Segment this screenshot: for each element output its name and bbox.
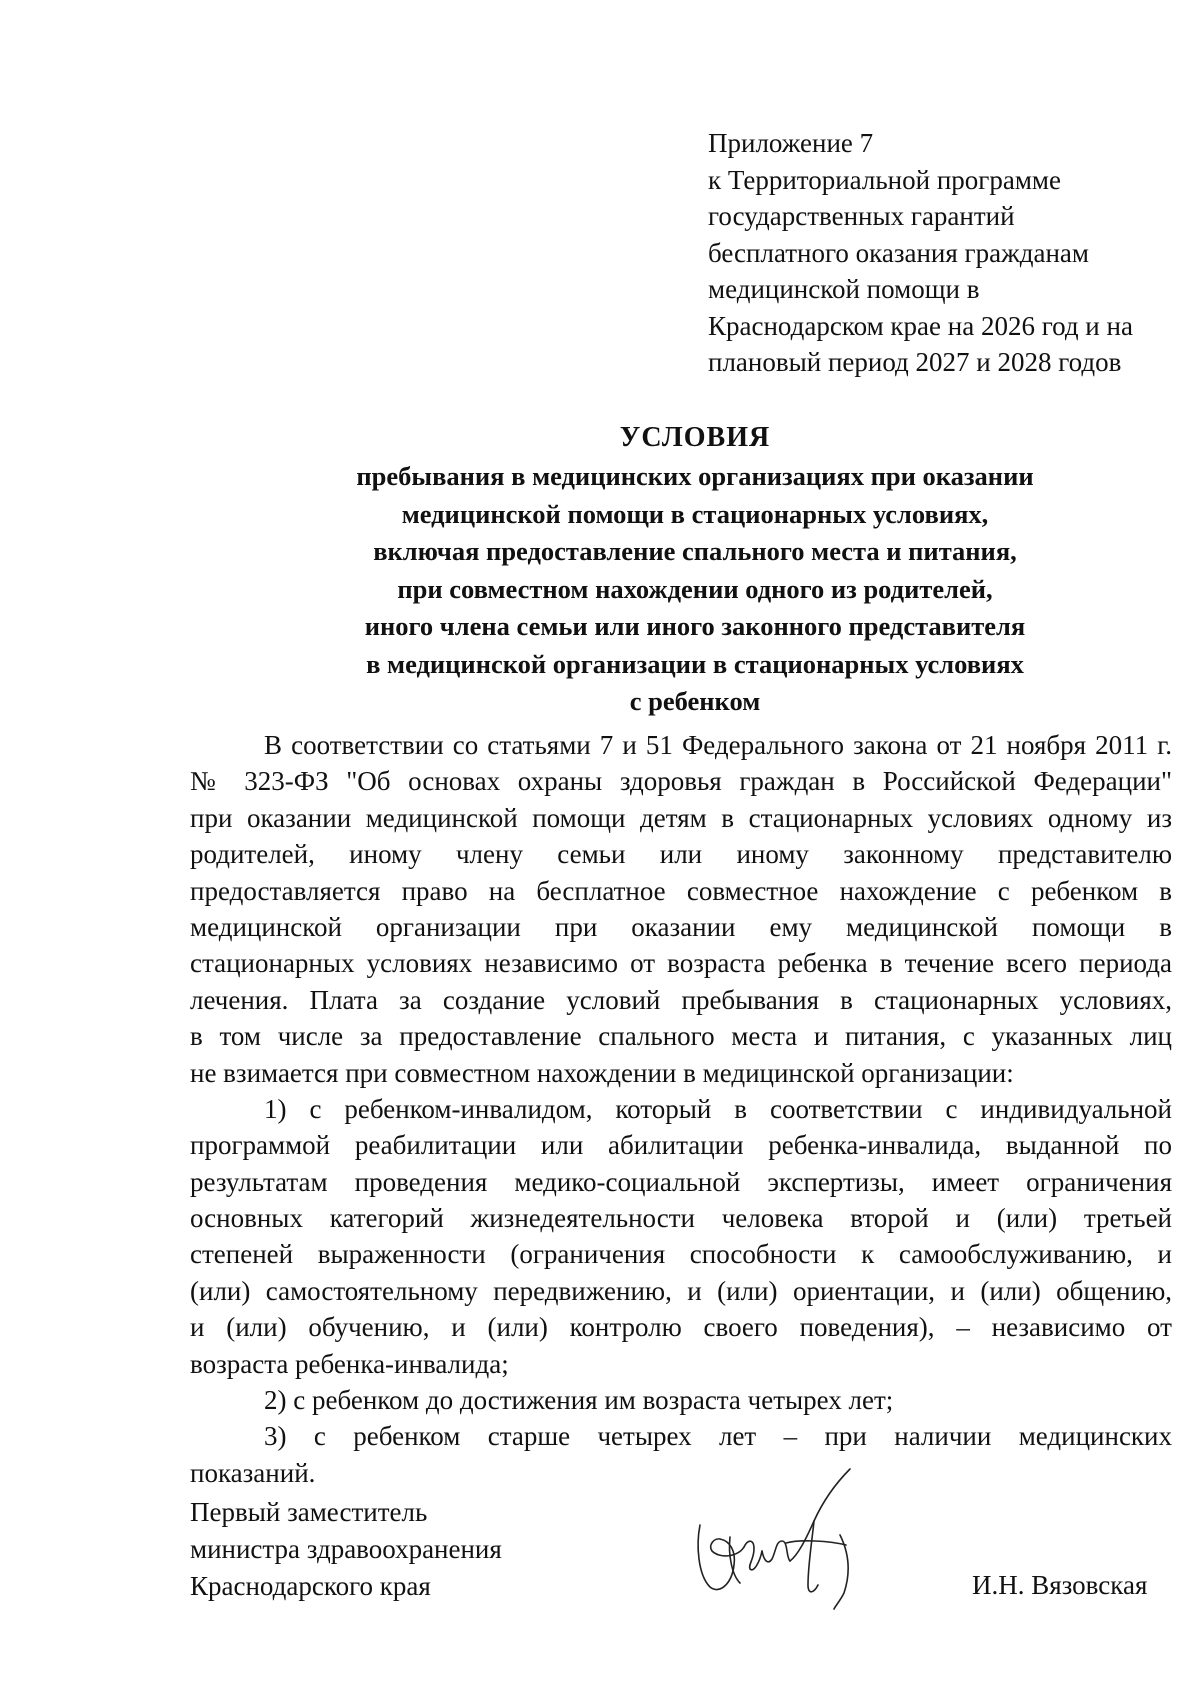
- list-item-1-line: степеней выраженности (ограничения способности к самообслуживанию, и: [190, 1239, 1172, 1270]
- body-line: лечения. Плата за создание условий пребывания в стационарных условиях,: [190, 984, 1172, 1015]
- title-line: с ребенком: [629, 686, 761, 716]
- body-line: № 323-ФЗ "Об основах охраны здоровья граждан в Российской Федерации": [190, 766, 1172, 797]
- appendix-line: к Территориальной программе: [708, 164, 1061, 195]
- title-main: УСЛОВИЯ: [619, 422, 771, 453]
- appendix-line: Приложение 7: [708, 128, 874, 158]
- signatory-position-line: министра здравоохранения: [190, 1534, 502, 1564]
- signatory-name: И.Н. Вязовская: [972, 1570, 1148, 1600]
- title-line: иного члена семьи или иного законного представителя: [364, 611, 1026, 641]
- body-line: В соответствии со статьями 7 и 51 Федерального закона от 21 ноября 2011 г.: [264, 730, 1172, 760]
- list-item-1-line: возраста ребенка-инвалида;: [190, 1348, 509, 1379]
- body-text: [190, 727, 1172, 1491]
- appendix-line: Краснодарском крае на 2026 год и на: [708, 310, 1133, 341]
- document-title: [190, 419, 1200, 721]
- title-line: медицинской помощи в стационарных условиях,: [401, 498, 989, 529]
- title-line: включая предоставление спального места и питания,: [373, 536, 1017, 566]
- title-line: при совместном нахождении одного из родителей,: [397, 573, 993, 604]
- appendix-line: медицинской помощи в: [708, 274, 980, 304]
- list-item-1-line: результатам проведения медико-социальной экспертизы, имеет ограничения: [190, 1166, 1172, 1197]
- appendix-line: государственных гарантий: [708, 201, 1015, 231]
- list-item-3-line: 3) с ребенком старше четырех лет – при наличии медицинских: [264, 1421, 1172, 1452]
- list-item-1-line: основных категорий жизнедеятельности человека второй и (или) третьей: [190, 1203, 1172, 1234]
- list-item-2: 2) с ребенком до достижения им возраста четырех лет;: [264, 1385, 894, 1416]
- list-item-1-line: программой реабилитации или абилитации ребенка-инвалида, выданной по: [190, 1130, 1172, 1161]
- body-line: предоставляется право на бесплатное совместное нахождение с ребенком в: [190, 875, 1172, 906]
- list-item-1-line: 1) с ребенком-инвалидом, который в соответствии с индивидуальной: [264, 1093, 1172, 1124]
- body-line: стационарных условиях независимо от возраста ребенка в течение всего периода: [190, 948, 1172, 979]
- signatory-position-line: Первый заместитель: [190, 1497, 428, 1527]
- appendix-header: [708, 125, 1178, 381]
- appendix-line: плановый период 2027 и 2028 годов: [708, 347, 1122, 377]
- body-line: при оказании медицинской помощи детям в стационарных условиях одному из: [190, 802, 1172, 833]
- appendix-line: бесплатного оказания гражданам: [708, 237, 1089, 268]
- title-line: в медицинской организации в стационарных условиях: [366, 648, 1024, 679]
- list-item-1-line: и (или) обучению, и (или) контролю своего поведения), – независимо от: [190, 1312, 1172, 1343]
- body-line: не взимается при совместном нахождении в медицинской организации:: [190, 1057, 1014, 1088]
- signatory-position-line: Краснодарского края: [190, 1571, 431, 1601]
- list-item-1-line: (или) самостоятельному передвижению, и (или) ориентации, и (или) общению,: [190, 1275, 1172, 1306]
- title-line: пребывания в медицинских организациях при оказании: [356, 461, 1034, 491]
- body-line: родителей, иному члену семьи или иному законному представителю: [190, 839, 1172, 870]
- body-line: медицинской организации при оказании ему медицинской помощи в: [190, 911, 1172, 942]
- handwritten-signature: [690, 1465, 880, 1610]
- list-item-3-line: показаний.: [190, 1457, 316, 1488]
- signatory-position: [190, 1494, 590, 1605]
- body-line: в том числе за предоставление спального места и питания, с указанных лиц: [190, 1021, 1172, 1052]
